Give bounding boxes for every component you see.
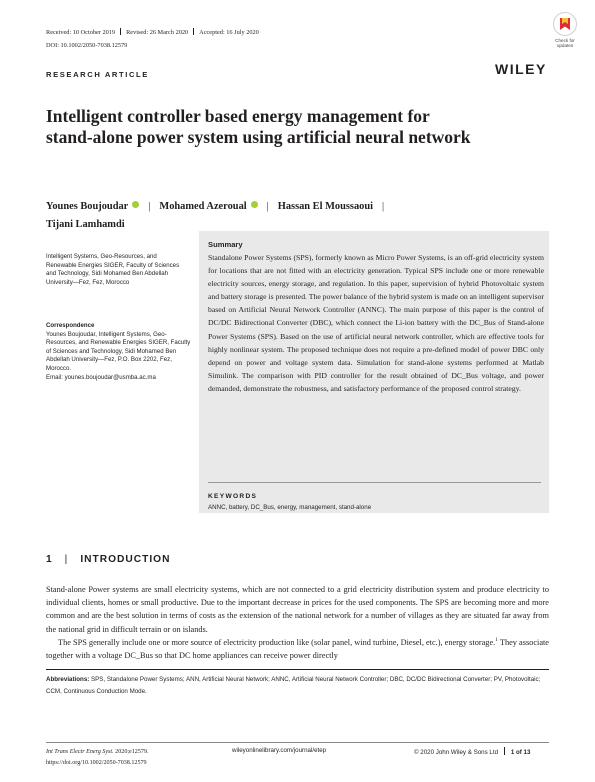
correspondence-text: Younes Boujoudar, Intelligent Systems, Geo-Resources, and Renewable Energies SIGER, Faculty of Sciences and Technology, Sidi Mohamed Ben Abdellah University—Fez, P.O. Box 2202, Fez, Morocco. — [46, 330, 191, 372]
author-name[interactable]: Hassan El Moussaoui — [277, 201, 374, 212]
summary-heading: Summary — [208, 240, 243, 249]
article-type: RESEARCH ARTICLE — [46, 70, 149, 79]
footer-right — [414, 747, 530, 756]
orcid-icon[interactable] — [132, 201, 139, 208]
paragraph-text: They associate together with a voltage DC_Bus so that DC home appliances can receive power directly — [46, 637, 549, 660]
bookmark-icon — [553, 12, 577, 36]
correspondence-block — [46, 322, 191, 382]
footer-citation — [46, 747, 149, 769]
section-number: 1 — [46, 554, 53, 565]
citation-detail: 2020;e12579. — [113, 749, 149, 755]
doi-header: DOI: 10.1002/2050-7038.12579 — [46, 42, 128, 49]
author-separator: | — [148, 201, 151, 212]
affiliation: Intelligent Systems, Geo-Resources, and Renewable Energies SIGER, Faculty of Sciences and Technology, Sidi Mohamed Ben Abdellah University—Fez, Fez, Morocco — [46, 253, 180, 286]
badge-line-1: Check for — [555, 38, 575, 43]
publisher-logo[interactable]: WILEY — [495, 61, 547, 77]
author-name[interactable]: Younes Boujoudar — [46, 201, 129, 212]
body-paragraph: Stand-alone Power systems are small electricity systems, which are not connected to a grid electricity distribution system and produce electricity to individual clients, homes or small productive. Due to the important decrease in prices for the used components. The SPS are becoming more and more common and are the best solution in terms of costs as the extension of the national network for a number of villages as they are situated far away from the national grid in difficult terrain or on islands. — [46, 585, 549, 634]
keywords: ANNC, battery, DC_Bus, energy, management, stand-alone — [208, 504, 372, 511]
correspondence-email[interactable]: Email: younes.boujoudar@usmba.ac.ma — [46, 373, 156, 381]
author-list — [46, 198, 546, 234]
journal-site-link[interactable]: wileyonlinelibrary.com/journal/etep — [232, 747, 327, 754]
citation-line — [46, 747, 149, 758]
section-heading — [46, 554, 170, 565]
abbreviations — [46, 674, 549, 698]
article-dates — [46, 28, 259, 36]
divider — [46, 742, 549, 743]
badge-line-2: updates — [556, 43, 574, 48]
accepted-date: Accepted: 16 July 2020 — [199, 29, 259, 36]
abbreviations-text: SPS, Standalone Power Systems; ANN, Artificial Neural Network; ANNC, Artificial Neural Network Controller; DBC, DC/DC Bidirectional Converter; PV, Photovoltaic; CCM, Continuous Conduction Mode. — [46, 676, 541, 695]
summary-text: Standalone Power Systems (SPS), formerly known as Micro Power Systems, is an off-grid electricity system for locations that are not fitted with an electricity generation. Typical SPS include one or more renewable electricity sources, energy storage, and regulation. In this paper, supervision of hybrid Photovoltaic system and battery storage is presented. The power balance of the hybrid system is made on an intelligent supervisor based on Artificial Neural Network Controller (ANNC). The main purpose of this paper is the control of DC/DC Bidirectional Converter (DBC), which connect the Li-ion battery with the DC_Bus of Stand-alone Power Systems (SPS). Based on the use of artificial neural network controller, which are effective tools for highly nonlinear system. The proposed technique does not require a pre-defined model of power DBC only depend on power and voltage system data. Simulation for stand-alone systems performed at Matlab Simulink. The comparison with PID controller for the result obtained of DC_Bus voltage, and power demanded, demonstrate the robustness, and satisfactory performance of the proposed control strategy. — [208, 253, 544, 393]
paper-title: Intelligent controller based energy management for stand-alone power system using artificial neural network — [46, 106, 471, 147]
citation-ref[interactable]: 1 — [495, 637, 498, 643]
author-name[interactable]: Mohamed Azeroual — [159, 201, 247, 212]
orcid-icon[interactable] — [251, 201, 258, 208]
keywords-heading: KEYWORDS — [208, 493, 258, 500]
divider — [504, 747, 505, 755]
divider — [46, 669, 549, 670]
paragraph-text: The SPS generally include one or more source of electricity production like (solar panel, wind turbine, Diesel, etc.), energy storage. — [58, 637, 496, 647]
author-name[interactable]: Tijani Lamhamdi — [46, 219, 125, 230]
author-separator: | — [266, 201, 269, 212]
badge-text — [545, 38, 585, 48]
received-date: Received: 10 October 2019 — [46, 29, 116, 36]
divider — [193, 28, 194, 35]
summary-box — [199, 231, 549, 513]
page-number: 1 of 13 — [510, 749, 531, 756]
footer-doi-link[interactable]: https://doi.org/10.1002/2050-7038.12579 — [46, 760, 147, 766]
journal-name: Int Trans Electr Energ Syst. — [46, 749, 114, 755]
correspondence-heading: Correspondence — [46, 322, 95, 329]
divider — [208, 482, 541, 483]
section-separator: | — [64, 554, 69, 565]
check-for-updates-badge[interactable] — [545, 12, 585, 48]
author-separator: | — [382, 201, 385, 212]
section-title: INTRODUCTION — [80, 554, 171, 565]
body-paragraph — [46, 634, 549, 662]
revised-date: Revised: 26 March 2020 — [126, 29, 189, 36]
divider — [120, 28, 121, 35]
copyright: © 2020 John Wiley & Sons Ltd — [414, 749, 499, 756]
abbreviations-label: Abbreviations: — [46, 676, 90, 683]
